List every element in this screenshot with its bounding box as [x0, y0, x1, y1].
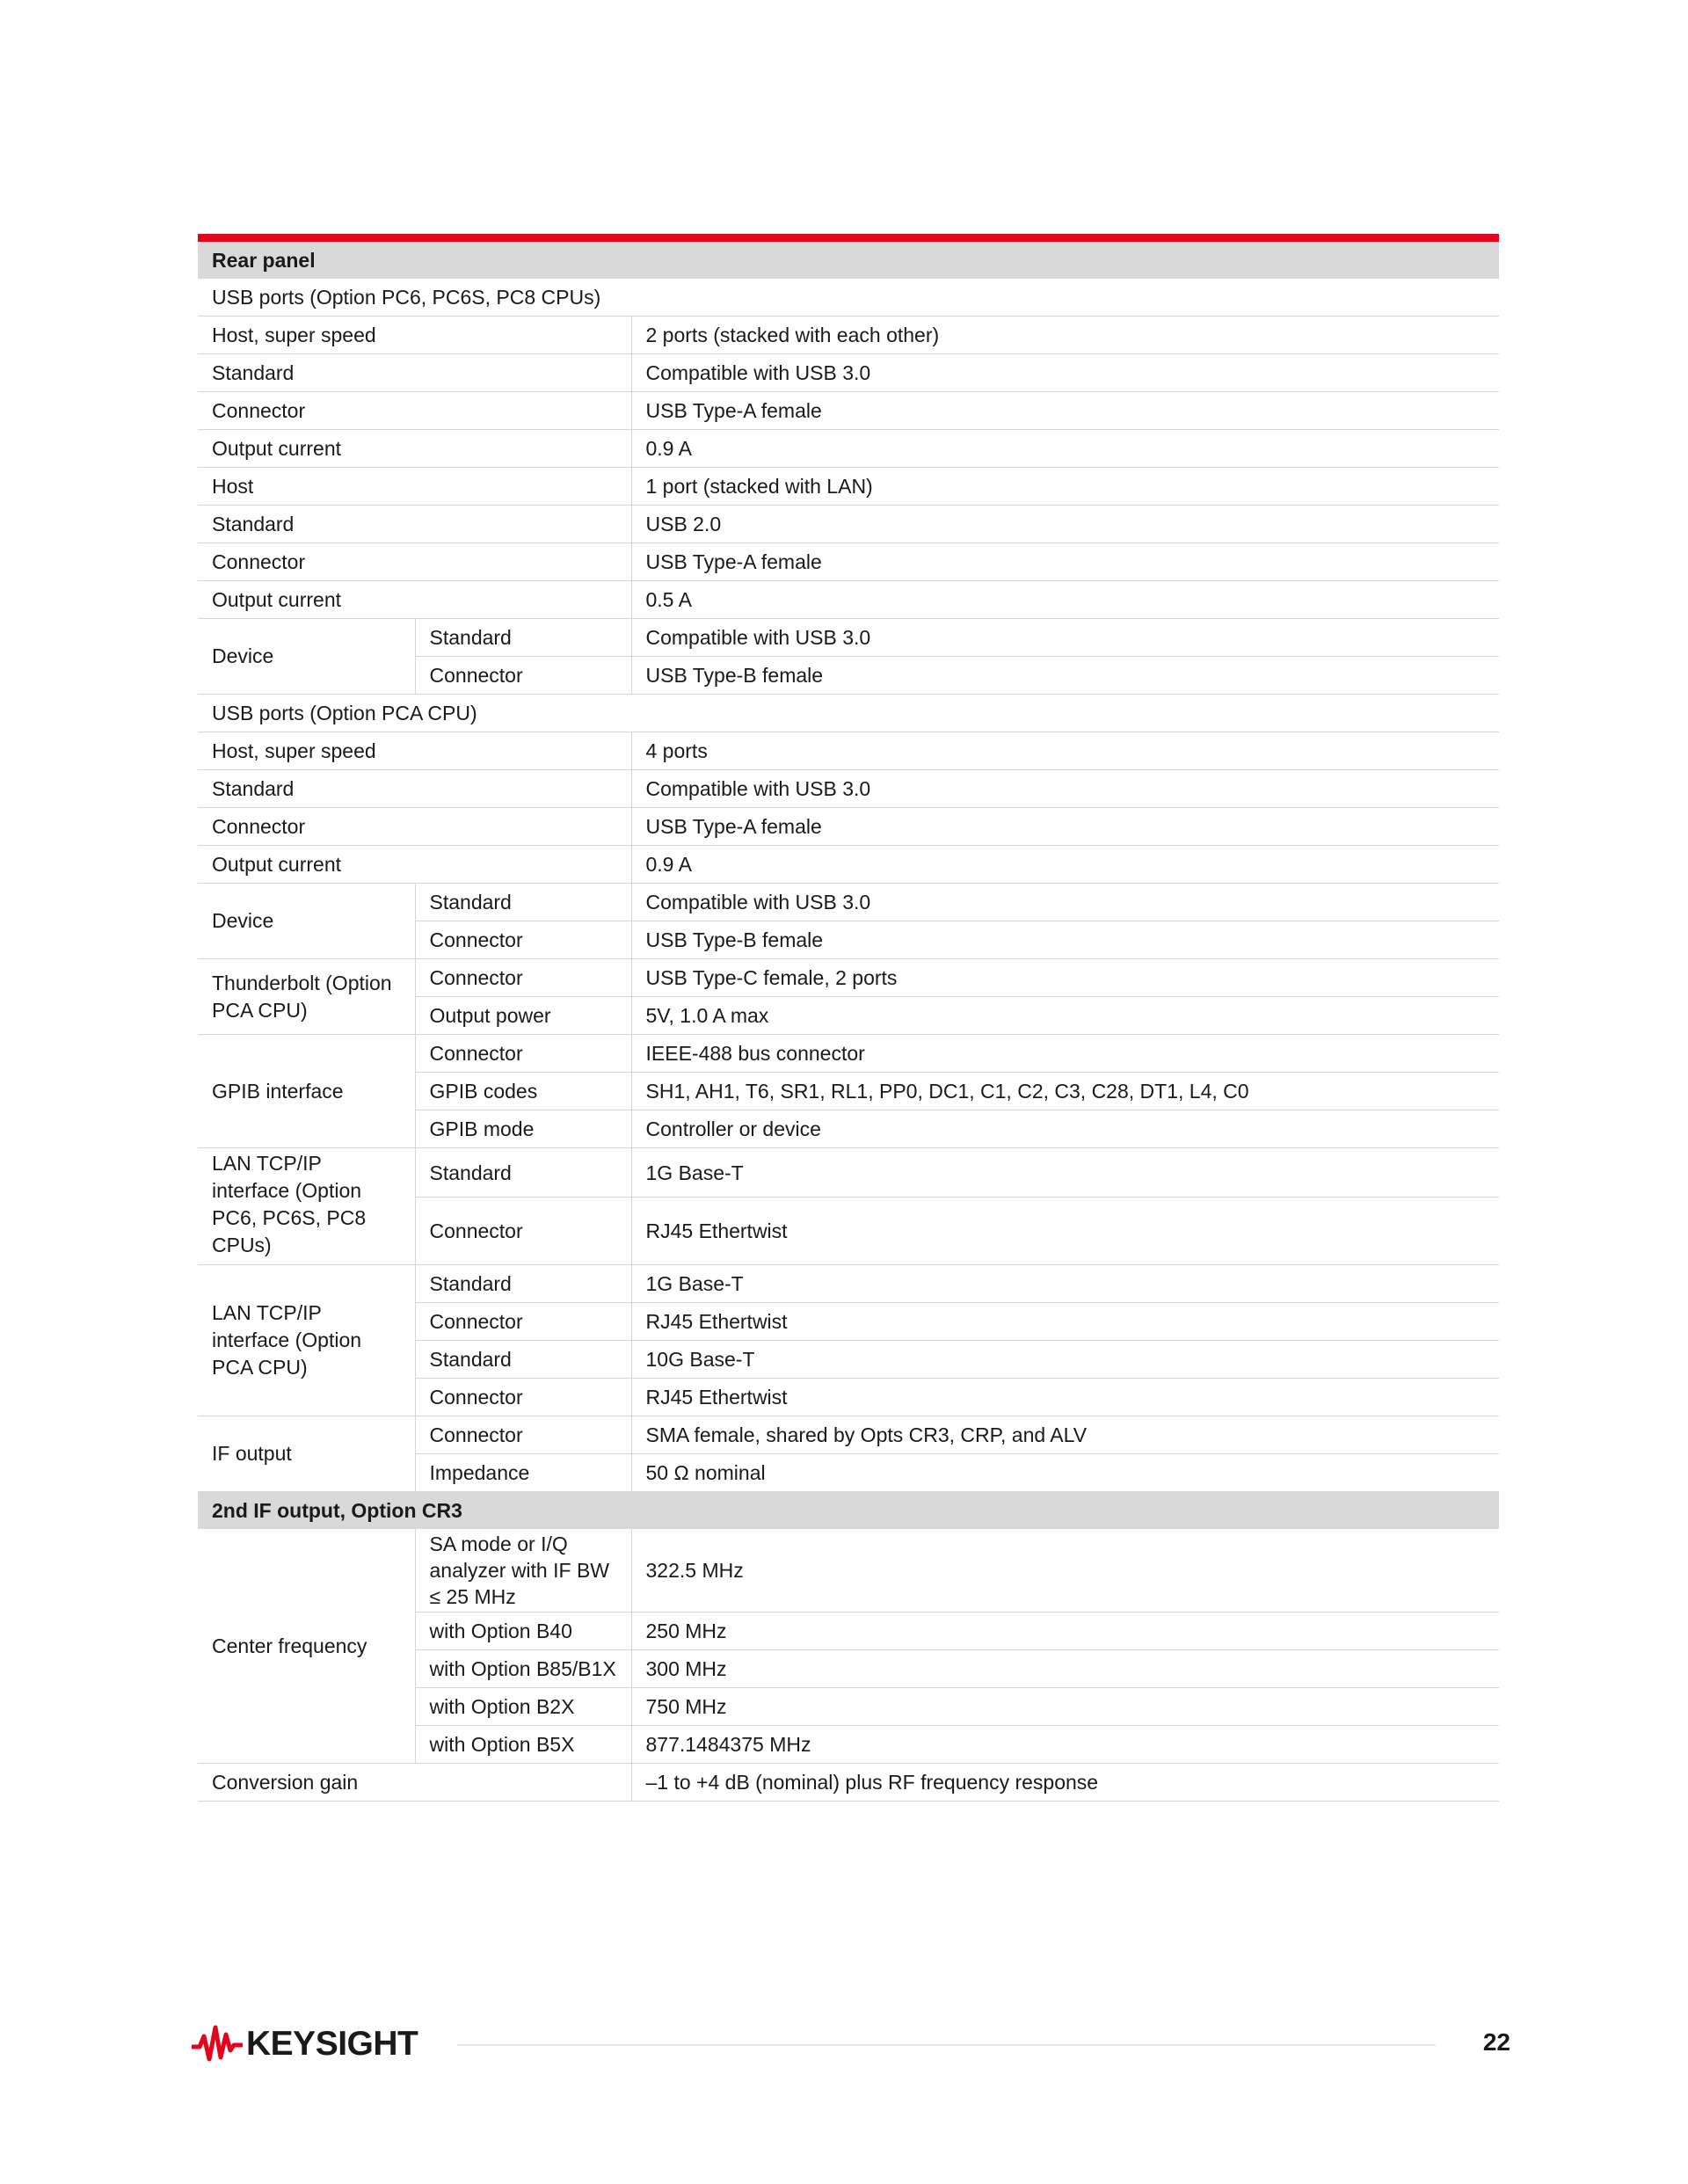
spec-label: Standard [415, 619, 631, 657]
page-footer [192, 2022, 1510, 2066]
section-header-2nd-if-output: 2nd IF output, Option CR3 [198, 1492, 1499, 1530]
group-label: Device [198, 619, 415, 695]
spec-value: USB Type-C female, 2 ports [631, 959, 1499, 997]
table-row [198, 1148, 1499, 1198]
spec-label: Conversion gain [198, 1764, 631, 1802]
spec-label: GPIB mode [415, 1110, 631, 1148]
table-row [198, 619, 1499, 657]
table-row [198, 732, 1499, 770]
spec-label: Host, super speed [198, 317, 631, 354]
table-row [198, 808, 1499, 846]
spec-value: IEEE-488 bus connector [631, 1035, 1499, 1073]
spec-label: Output power [415, 997, 631, 1035]
spec-label: Connector [415, 1303, 631, 1341]
spec-label: with Option B2X [415, 1688, 631, 1726]
spec-value: RJ45 Ethertwist [631, 1198, 1499, 1265]
spec-label: Standard [415, 1341, 631, 1379]
spec-label: GPIB codes [415, 1073, 631, 1110]
spec-value: Controller or device [631, 1110, 1499, 1148]
spec-value: Compatible with USB 3.0 [631, 770, 1499, 808]
group-label: LAN TCP/IP interface (Option PC6, PC6S, PC8 CPUs) [198, 1148, 415, 1265]
spec-value: 300 MHz [631, 1650, 1499, 1688]
table-row [198, 695, 1499, 732]
spec-label: Connector [415, 959, 631, 997]
spec-label: with Option B5X [415, 1726, 631, 1764]
table-row [198, 506, 1499, 543]
spec-label: Output current [198, 430, 631, 468]
group-label: USB ports (Option PCA CPU) [198, 695, 1499, 732]
spec-label: Host, super speed [198, 732, 631, 770]
spec-value: Compatible with USB 3.0 [631, 884, 1499, 921]
spec-value: 1 port (stacked with LAN) [631, 468, 1499, 506]
spec-value: USB Type-A female [631, 543, 1499, 581]
spec-value: –1 to +4 dB (nominal) plus RF frequency response [631, 1764, 1499, 1802]
table-row [198, 1764, 1499, 1802]
spec-value: 250 MHz [631, 1613, 1499, 1650]
spec-label: Standard [415, 1148, 631, 1198]
spec-label: Connector [415, 1416, 631, 1454]
spec-value: 10G Base-T [631, 1341, 1499, 1379]
spec-label: Standard [415, 1265, 631, 1303]
spec-table-container [198, 234, 1499, 1802]
table-row [198, 846, 1499, 884]
logo-text: KEYSIGHT [246, 2025, 418, 2063]
spec-label: Output current [198, 581, 631, 619]
spec-label: Impedance [415, 1454, 631, 1492]
spec-value: 5V, 1.0 A max [631, 997, 1499, 1035]
spec-label: Connector [415, 1198, 631, 1265]
spec-label: with Option B85/B1X [415, 1650, 631, 1688]
spec-value: 4 ports [631, 732, 1499, 770]
spec-label: Connector [415, 1035, 631, 1073]
table-row [198, 1529, 1499, 1613]
table-row [198, 959, 1499, 997]
group-label: USB ports (Option PC6, PC6S, PC8 CPUs) [198, 279, 1499, 317]
table-row [198, 1265, 1499, 1303]
spec-label: Standard [198, 770, 631, 808]
keysight-logo [192, 2022, 418, 2066]
keysight-wave-icon [192, 2024, 243, 2064]
spec-value: 877.1484375 MHz [631, 1726, 1499, 1764]
spec-label: Standard [198, 506, 631, 543]
table-row [198, 543, 1499, 581]
spec-value: RJ45 Ethertwist [631, 1379, 1499, 1416]
spec-value: 1G Base-T [631, 1148, 1499, 1198]
table-row [198, 581, 1499, 619]
spec-value: USB 2.0 [631, 506, 1499, 543]
section-header-rear-panel: Rear panel [198, 242, 1499, 279]
spec-value: 0.9 A [631, 846, 1499, 884]
table-row [198, 392, 1499, 430]
spec-label: Connector [198, 392, 631, 430]
spec-value: Compatible with USB 3.0 [631, 354, 1499, 392]
spec-label: Connector [415, 657, 631, 695]
group-label: Thunderbolt (Option PCA CPU) [198, 959, 415, 1035]
table-row [198, 884, 1499, 921]
table-row [198, 430, 1499, 468]
spec-value: USB Type-A female [631, 808, 1499, 846]
table-row [198, 1416, 1499, 1454]
spec-value: 50 Ω nominal [631, 1454, 1499, 1492]
spec-value: 0.5 A [631, 581, 1499, 619]
spec-label: Connector [415, 1379, 631, 1416]
spec-value: RJ45 Ethertwist [631, 1303, 1499, 1341]
spec-value: SMA female, shared by Opts CR3, CRP, and ALV [631, 1416, 1499, 1454]
spec-value: USB Type-A female [631, 392, 1499, 430]
group-label: Center frequency [198, 1529, 415, 1764]
spec-label: with Option B40 [415, 1613, 631, 1650]
spec-value: 1G Base-T [631, 1265, 1499, 1303]
spec-label: Connector [198, 808, 631, 846]
spec-label: SA mode or I/Q analyzer with IF BW ≤ 25 MHz [415, 1529, 631, 1613]
footer-divider [457, 2044, 1436, 2046]
spec-value: USB Type-B female [631, 657, 1499, 695]
spec-label: Standard [198, 354, 631, 392]
group-label: IF output [198, 1416, 415, 1492]
table-row [198, 770, 1499, 808]
table-row [198, 354, 1499, 392]
table-row [198, 468, 1499, 506]
spec-value: 2 ports (stacked with each other) [631, 317, 1499, 354]
table-row [198, 1035, 1499, 1073]
table-row [198, 279, 1499, 317]
spec-value: USB Type-B female [631, 921, 1499, 959]
spec-label: Output current [198, 846, 631, 884]
group-label: Device [198, 884, 415, 959]
spec-table [198, 242, 1499, 1802]
spec-label: Connector [198, 543, 631, 581]
accent-rule [198, 234, 1499, 242]
table-row [198, 317, 1499, 354]
page-number: 22 [1482, 2028, 1510, 2056]
spec-label: Standard [415, 884, 631, 921]
group-label: LAN TCP/IP interface (Option PCA CPU) [198, 1265, 415, 1416]
spec-value: Compatible with USB 3.0 [631, 619, 1499, 657]
spec-label: Host [198, 468, 631, 506]
spec-value: 0.9 A [631, 430, 1499, 468]
spec-value: 750 MHz [631, 1688, 1499, 1726]
spec-value: SH1, AH1, T6, SR1, RL1, PP0, DC1, C1, C2, C3, C28, DT1, L4, C0 [631, 1073, 1499, 1110]
group-label: GPIB interface [198, 1035, 415, 1148]
spec-value: 322.5 MHz [631, 1529, 1499, 1613]
spec-label: Connector [415, 921, 631, 959]
